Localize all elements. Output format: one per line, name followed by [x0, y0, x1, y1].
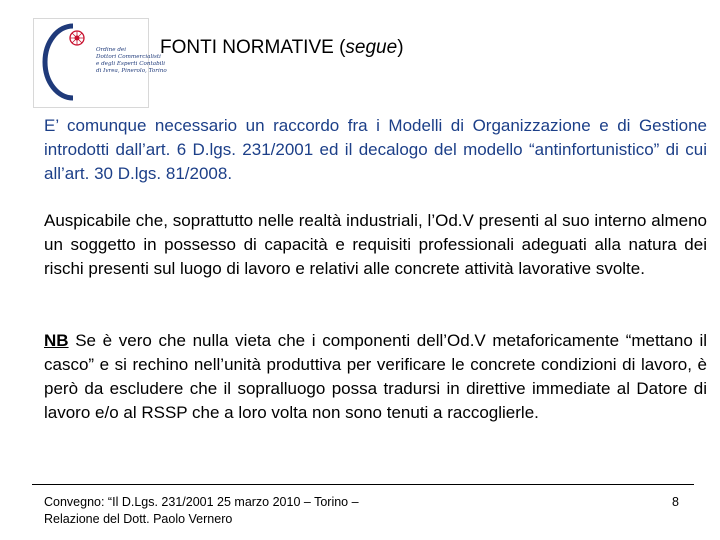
logo-line: di Ivrea, Pinerolo, Torino: [96, 68, 167, 74]
title-suffix: ): [397, 37, 404, 58]
paragraph-raccordo: E’ comunque necessario un raccordo fra i Modelli di Organizzazione e di Gestione introdotti dall’art. 6 D.lgs. 231/2001 ed il decalogo del modello “antinfortunistico” di cui all’art. 30 D.lgs. 81/2008.: [44, 116, 707, 183]
paragraph-auspicabile: Auspicabile che, soprattutto nelle realtà industriali, l’Od.V presenti al suo interno almeno un soggetto in possesso di capacità e requisiti professionali adeguati alla natura dei rischi presenti sul luogo di lavoro e relativi alle concrete attività lavorative svolte.: [44, 211, 707, 278]
organization-logo: [33, 18, 167, 108]
logo-text: [96, 47, 167, 75]
title-emphasis: segue: [345, 37, 398, 58]
logo-line: e degli Esperti Contabili: [96, 61, 166, 67]
footer-caption: [44, 494, 444, 528]
paragraph-nb: [44, 329, 707, 425]
nb-label: NB: [44, 331, 69, 350]
page-number: 8: [672, 495, 679, 509]
nb-text: Se è vero che nulla vieta che i componenti dell’Od.V metaforicamente “mettano il casco” e si rechino nell’unità produttiva per verificare le concrete condizioni di lavoro, è però da escludere che il sopralluogo possa tradursi in direttive immediate al Datore di lavoro e/o al RSSP che a loro volta non sono tenuti a raccoglierle.: [44, 331, 707, 422]
footer-divider: [32, 484, 694, 485]
footer-line-1: Convegno: “Il D.Lgs. 231/2001 25 marzo 2010 – Torino –: [44, 495, 359, 509]
logo-emblem-icon: [37, 22, 97, 102]
footer-line-2: Relazione del Dott. Paolo Vernero: [44, 512, 233, 526]
slide-title: [160, 36, 404, 60]
logo-line: Dottori Commercialisti: [96, 54, 161, 60]
title-prefix: FONTI NORMATIVE (: [160, 37, 346, 58]
logo-line: Ordine dei: [96, 47, 127, 53]
